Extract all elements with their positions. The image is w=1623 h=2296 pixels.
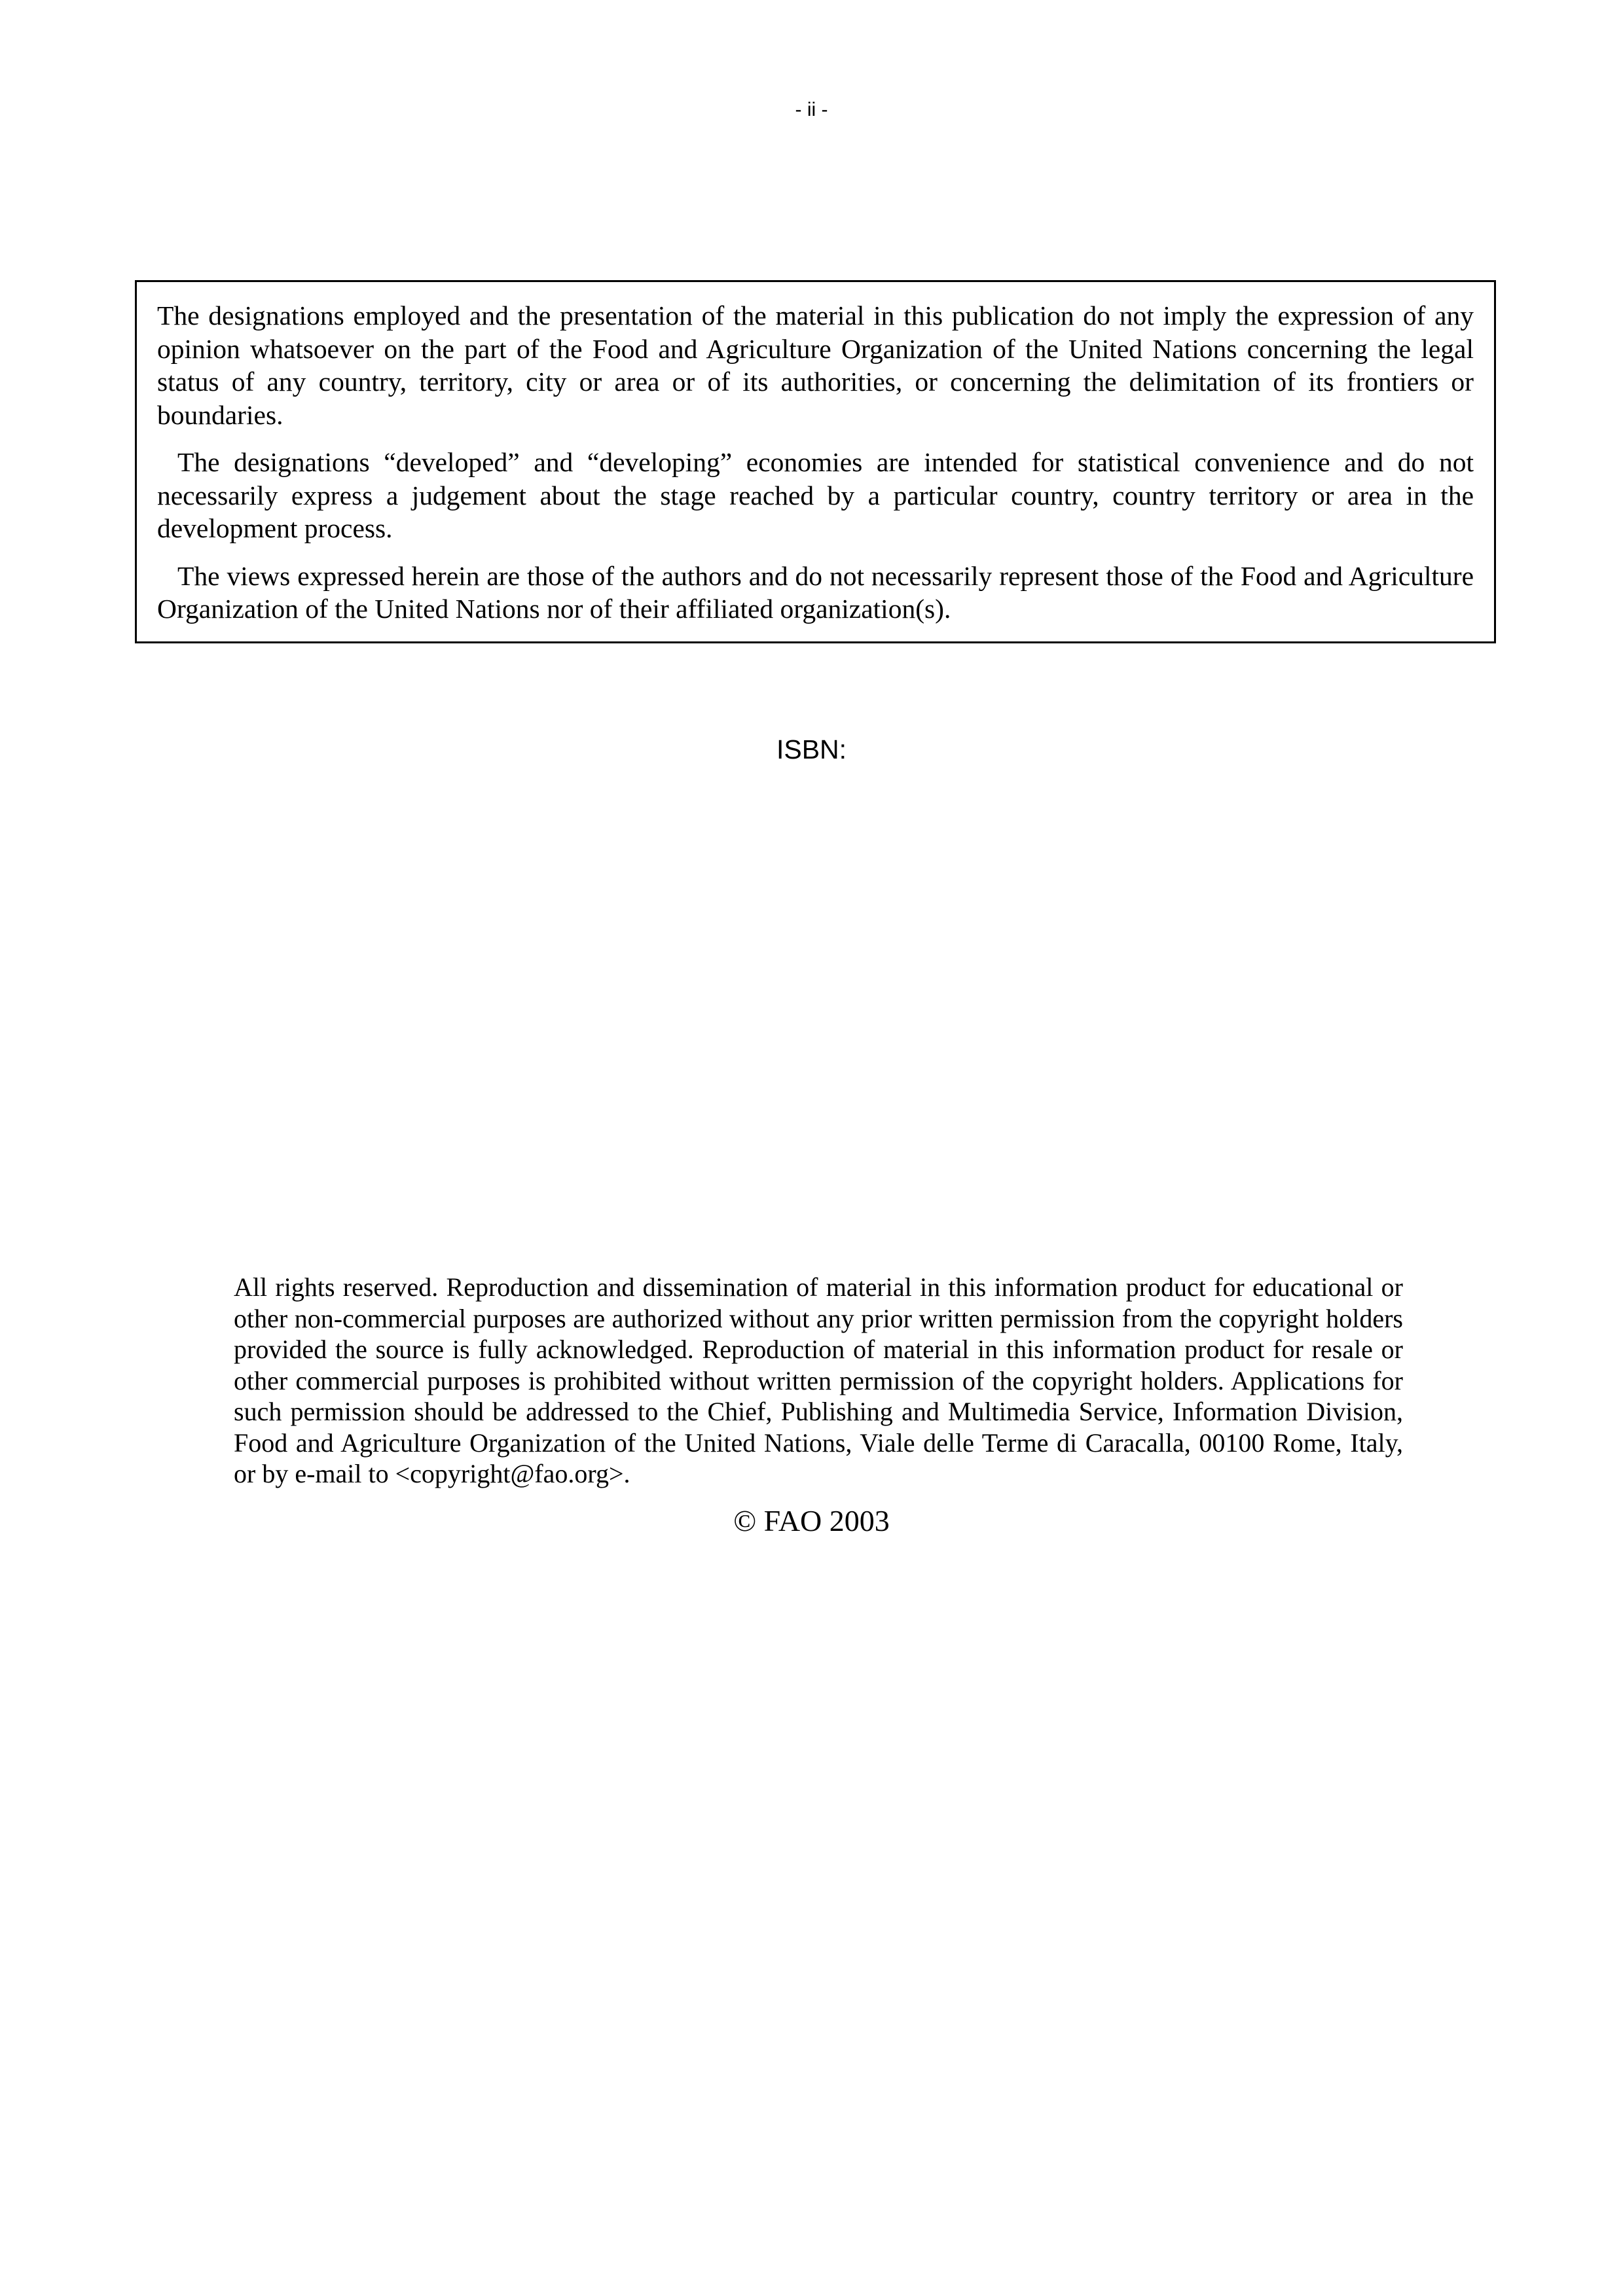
disclaimer-paragraph-designations: The designations employed and the presentation of the material in this publication do not imply the expression of any opinion whatsoever on the part of the Food and Agriculture Organization of the United Nations concerning the legal status of any country, territory, city or area or of its authorities, or concerning the delimitation of its frontiers or boundaries. — [157, 300, 1474, 430]
disclaimer-paragraph-views: The views expressed herein are those of the authors and do not necessarily represent those of the Food and Agriculture Organization of the United Nations nor of their affiliated organization(s). — [157, 560, 1474, 624]
isbn-label: ISBN: — [776, 734, 847, 764]
disclaimer-box — [135, 280, 1496, 643]
rights-statement: All rights reserved. Reproduction and dissemination of material in this information product for educational or other non-commercial purposes are authorized without any prior written permission from the copyright holders provided the source is fully acknowledged. Reproduction of material in this information product for resale or other commercial purposes is prohibited without written permission of the copyright holders. Applications for such permission should be addressed to the Chief, Publishing and Multimedia Service, Information Division, Food and Agriculture Organization of the United Nations, Viale delle Terme di Caracalla, 00100 Rome, Italy, or by e-mail to <copyright@fao.org>. — [234, 1272, 1403, 1488]
page-number: - ii - — [795, 99, 828, 120]
disclaimer-paragraph-economies: The designations “developed” and “developing” economies are intended for statistical convenience and do not necessarily express a judgement about the stage reached by a particular country, country territory or area in the development process. — [157, 447, 1474, 543]
copyright-notice: © FAO 2003 — [733, 1504, 890, 1537]
